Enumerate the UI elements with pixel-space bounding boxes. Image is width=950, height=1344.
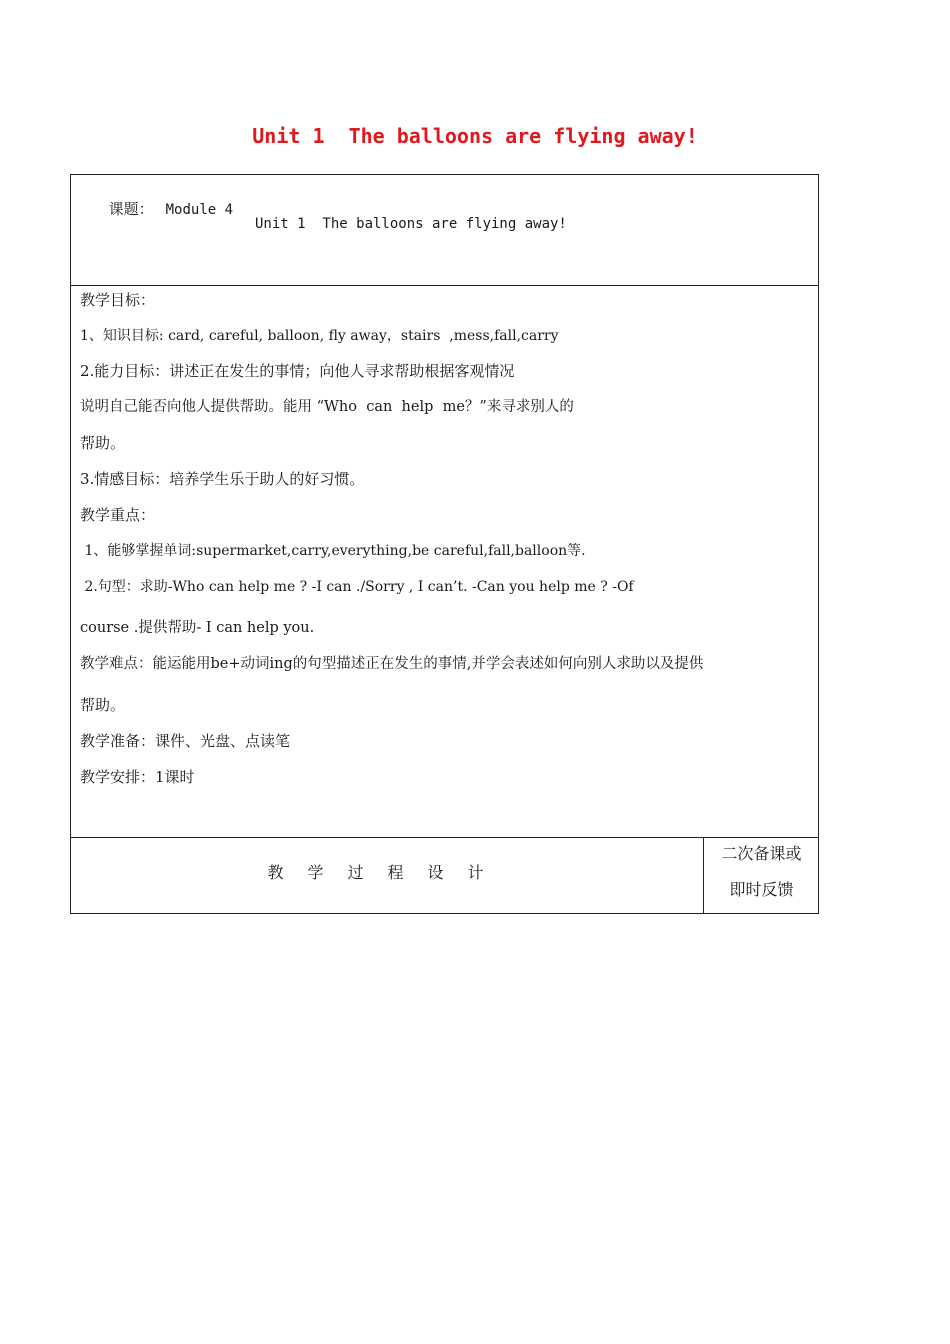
- key-points-heading: 教学重点：: [80, 506, 156, 524]
- topic-module: Module 4: [165, 202, 234, 218]
- key-point-sentences-line-2: course .提供帮助- I can help you.: [80, 620, 315, 636]
- key-point-words: 1、能够掌握单词:supermarket,carry,everything,be careful,fall,balloon等.: [80, 543, 586, 559]
- feedback-label-line-2: 即时反馈: [729, 880, 794, 899]
- topic-unit: Unit 1 The balloons are flying away!: [255, 216, 567, 232]
- teaching-preparation: 教学准备：课件、光盘、点读笔: [80, 732, 291, 750]
- goal-ability-line-2: 说明自己能否向他人提供帮助。能用 “Who can help me？”来寻求别人的: [80, 399, 574, 415]
- goal-ability-line-1: 2.能力目标：讲述正在发生的事情；向他人寻求帮助根据客观情况: [80, 362, 515, 380]
- goal-emotion: 3.情感目标：培养学生乐于助人的好习惯。: [80, 470, 365, 488]
- goals-row: [71, 286, 818, 838]
- difficulty-line-1: 教学难点：能运能用be+动词ing的句型描述正在发生的事情,并学会表述如何向别人求助以及提供: [80, 656, 704, 672]
- feedback-cell: [704, 838, 818, 913]
- difficulty-line-2: 帮助。: [80, 696, 126, 714]
- topic-row: [71, 175, 818, 286]
- process-design-label: 教学过程设计: [267, 863, 508, 882]
- key-point-sentences-line-1: 2.句型：求助-Who can help me ? -I can ./Sorry , I can’t. -Can you help me ? -Of: [80, 579, 634, 595]
- lesson-plan-table: [70, 174, 819, 914]
- goal-ability-line-3: 帮助。: [80, 434, 126, 452]
- page-title: Unit 1 The balloons are flying away!: [252, 124, 698, 148]
- process-design-cell: [71, 838, 704, 913]
- goal-knowledge: 1、知识目标: card, careful, balloon, fly away，stairs ,mess,fall,carry: [80, 328, 559, 344]
- process-row: [71, 838, 818, 913]
- teaching-schedule: 教学安排：1课时: [80, 768, 195, 786]
- goals-heading: 教学目标：: [80, 291, 156, 309]
- topic-line: [80, 179, 233, 240]
- feedback-label-line-1: 二次备课或: [721, 844, 802, 863]
- topic-label: 课题：: [108, 200, 154, 218]
